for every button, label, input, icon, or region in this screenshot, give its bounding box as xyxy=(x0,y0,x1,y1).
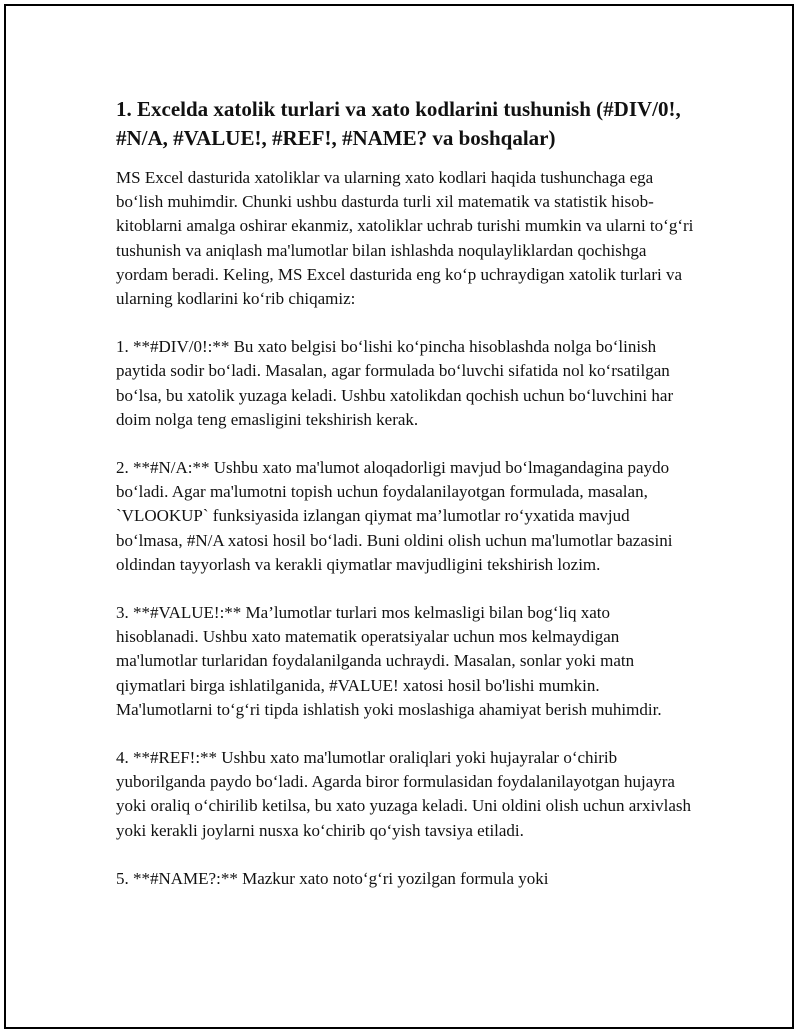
document-body xyxy=(116,95,696,915)
value-error-paragraph: 3. **#VALUE!:** Ma’lumotlar turlari mos kelmasligi bilan bogʻliq xato hisoblanadi. Ushbu xato matematik operatsiyalar uchun mos kelmaydigan ma'lumotlar turlaridan foydalanilganda uchraydi. Masalan, sonlar yoki matn qiymatlari birga ishlatilganida, #VALUE! xatosi hosil bo'lishi mumkin. Ma'lumotlarni toʻgʻri tipda ishlatish yoki moslashiga ahamiyat berish muhimdir. xyxy=(116,603,662,719)
na-error-paragraph: 2. **#N/A:** Ushbu xato ma'lumot aloqadorligi mavjud boʻlmagandagina paydo boʻladi. Agar ma'lumotni topish uchun foydalanilayotgan formulada, masalan, `VLOOKUP` funksiyasida izlangan qiymat ma’lumotlar roʻyxatida mavjud boʻlmasa, #N/A xatosi hosil boʻladi. Buni oldini olish uchun ma'lumotlar bazasini oldindan tayyorlash va kerakli qiymatlar mavjudligini tekshirish lozim. xyxy=(116,458,673,574)
div0-error-paragraph: 1. **#DIV/0!:** Bu xato belgisi boʻlishi koʻpincha hisoblashda nolga boʻlinish paytida sodir boʻladi. Masalan, agar formulada boʻluvchi sifatida nol koʻrsatilgan boʻlsa, bu xatolik yuzaga keladi. Ushbu xatolikdan qochish uchun boʻluvchini har doim nolga teng emasligini tekshirish kerak. xyxy=(116,337,674,429)
document-title: 1. Excelda xatolik turlari va xato kodlarini tushunish (#DIV/0!, #N/A, #VALUE!, #REF!, #NAME? va boshqalar) xyxy=(116,97,681,150)
intro-paragraph: MS Excel dasturida xatoliklar va ularning xato kodlari haqida tushunchaga ega boʻlish muhimdir. Chunki ushbu dasturda turli xil matematik va statistik hisob-kitoblarni amalga oshirar ekanmiz, xatoliklar uchrab turishi mumkin va ularni toʻgʻri tushunish va aniqlash ma'lumotlar bilan ishlashda noqulayliklardan qochishga yordam beradi. Keling, MS Excel dasturida eng koʻp uchraydigan xatolik turlari va ularning kodlarini koʻrib chiqamiz: xyxy=(116,168,694,309)
name-error-paragraph: 5. **#NAME?:** Mazkur xato notoʻgʻri yozilgan formula yoki xyxy=(116,868,549,888)
ref-error-paragraph: 4. **#REF!:** Ushbu xato ma'lumotlar oraliqlari yoki hujayralar oʻchirib yuborilganda paydo boʻladi. Agarda biror formulasidan foydalanilayotgan hujayra yoki oraliq oʻchirilib ketilsa, bu xato yuzaga keladi. Uni oldini olish uchun arxivlash yoki kerakli joylarni nusxa koʻchirib qoʻyish tavsiya etiladi. xyxy=(116,748,692,840)
